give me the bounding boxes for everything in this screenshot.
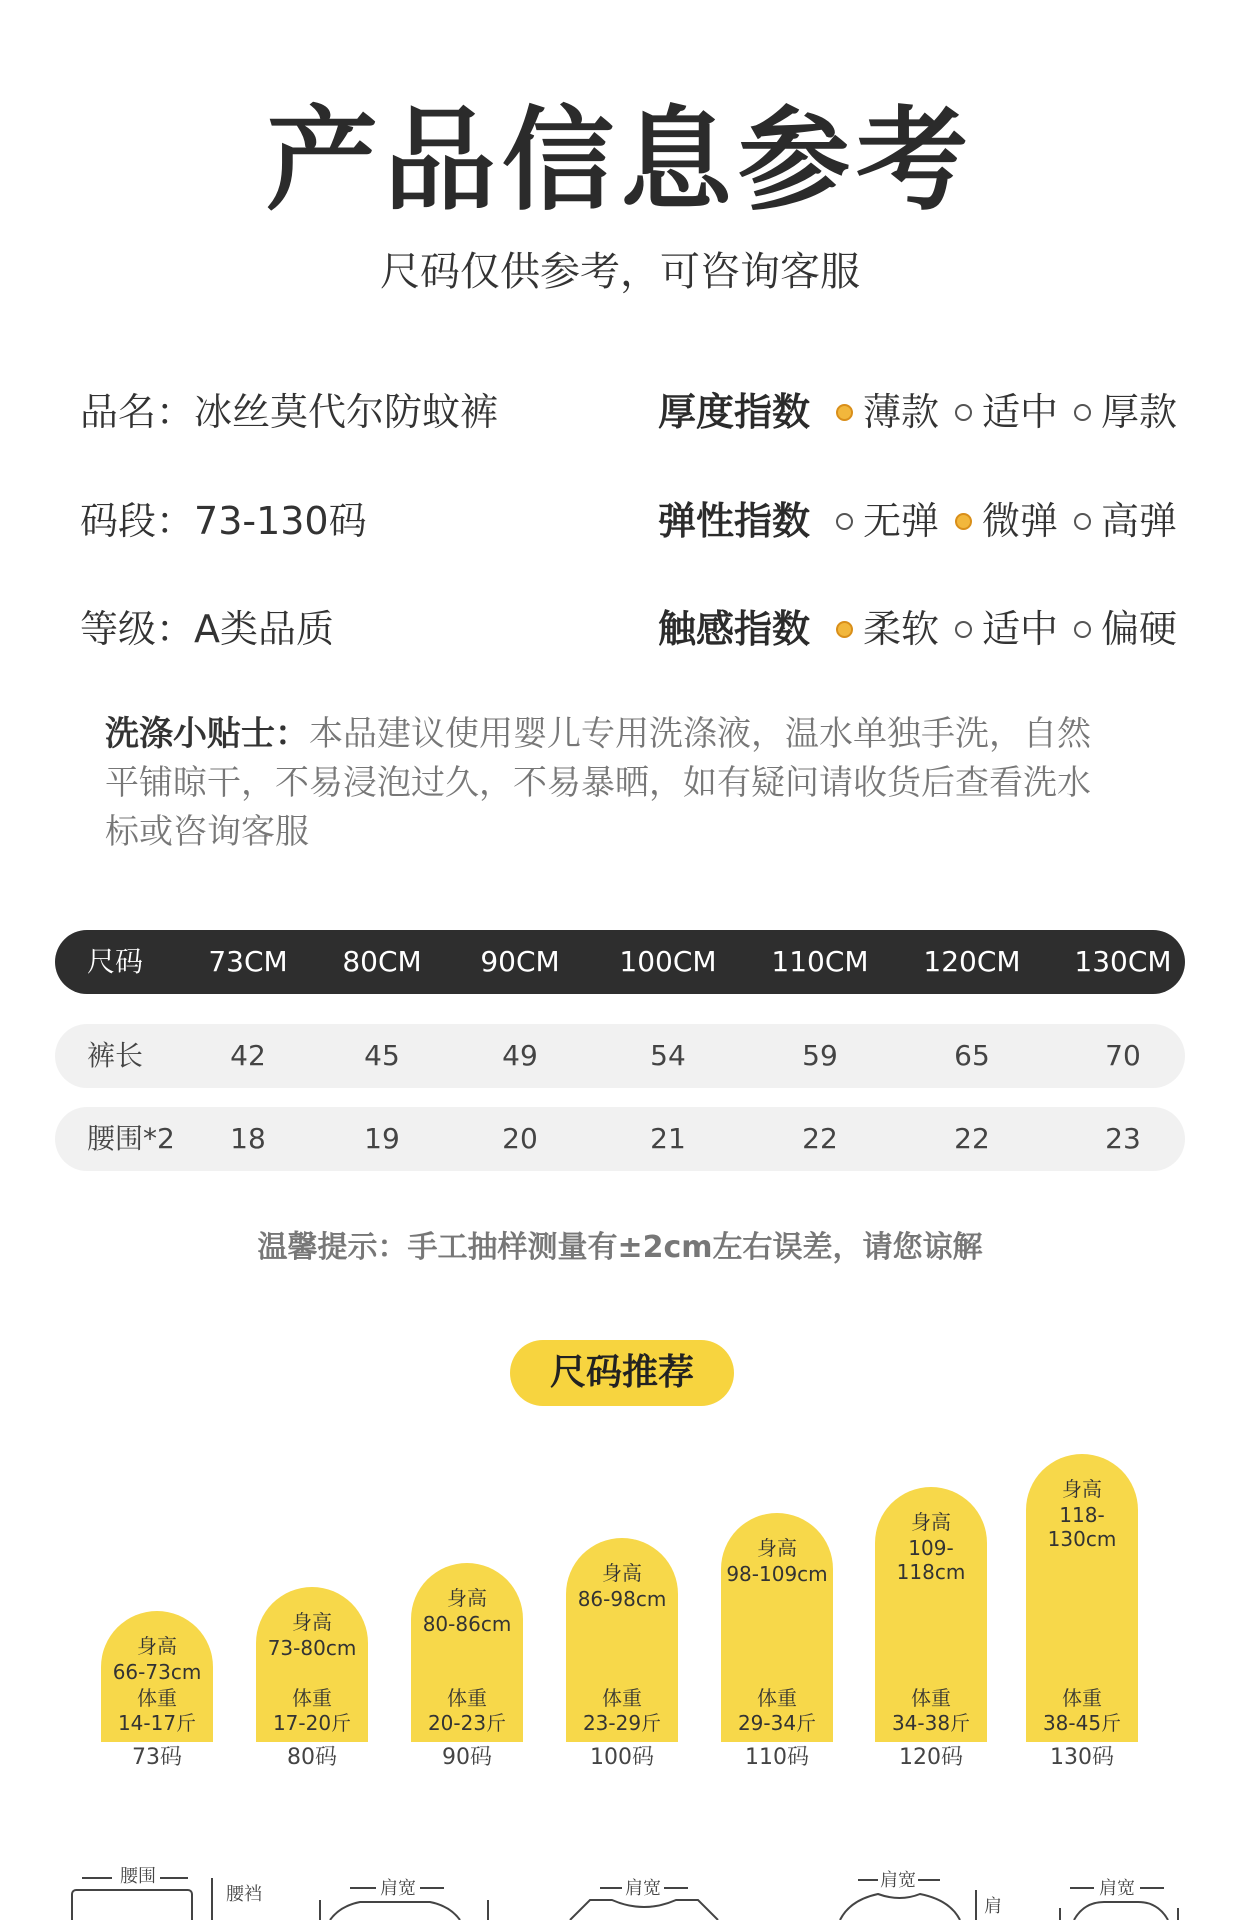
unselected-dot-icon xyxy=(1074,621,1091,638)
shoulder-sketch-label: 肩宽 xyxy=(380,1878,416,1899)
touch-option-medium: 适中 xyxy=(955,610,1058,648)
thickness-option-thick: 厚款 xyxy=(1074,393,1177,431)
grade-value: A类品质 xyxy=(194,607,335,651)
row-label: 腰围*2 xyxy=(87,1122,175,1155)
washing-tips xyxy=(105,710,1125,857)
page-title: 产品信息参考 xyxy=(266,96,974,226)
unselected-dot-icon xyxy=(1074,404,1091,421)
unselected-dot-icon xyxy=(836,513,853,530)
shoulder-sketch-label: 肩宽 xyxy=(880,1870,916,1891)
shoulder-sketch-label: 肩宽 xyxy=(1099,1878,1135,1899)
size-recommend-caption: 90码 xyxy=(442,1745,492,1770)
touch-index-title: 触感指数 xyxy=(658,607,811,651)
product-name-value: 冰丝莫代尔防蚊裤 xyxy=(194,390,499,434)
size-recommend-caption: 130码 xyxy=(1050,1745,1114,1770)
size-range-row xyxy=(80,499,367,543)
elasticity-index-title: 弹性指数 xyxy=(658,499,811,543)
size-column-header: 120CM xyxy=(923,945,1021,978)
size-recommend-card: 身高 98-109cm 体重 29-34斤 xyxy=(721,1513,833,1742)
size-recommend-caption: 100码 xyxy=(590,1745,654,1770)
unselected-dot-icon xyxy=(1074,513,1091,530)
size-column-header: 100CM xyxy=(619,945,717,978)
page-subtitle: 尺码仅供参考，可咨询客服 xyxy=(380,249,860,295)
size-recommend-card: 身高 80-86cm 体重 20-23斤 xyxy=(411,1563,523,1742)
touch-option-soft: 柔软 xyxy=(836,610,939,648)
touch-index-row xyxy=(658,607,1193,651)
elasticity-option-slight: 微弹 xyxy=(955,502,1058,540)
washing-tips-line1: 本品建议使用婴儿专用洗涤液，温水单独手洗，自然 xyxy=(309,714,1091,754)
size-column-header: 130CM xyxy=(1074,945,1172,978)
table-cell: 59 xyxy=(802,1039,838,1072)
size-recommend-caption: 73码 xyxy=(132,1745,182,1770)
selected-dot-icon xyxy=(836,404,853,421)
size-recommend-caption: 120码 xyxy=(899,1745,963,1770)
size-column-header: 110CM xyxy=(771,945,869,978)
size-recommend-caption: 80码 xyxy=(287,1745,337,1770)
table-row xyxy=(55,1024,1185,1088)
table-cell: 45 xyxy=(364,1039,400,1072)
size-range-value: 73-130码 xyxy=(194,499,367,543)
shoulder-sketch-label: 肩宽 xyxy=(625,1878,661,1899)
size-table-header xyxy=(55,930,1185,994)
table-cell: 70 xyxy=(1105,1039,1141,1072)
table-cell: 20 xyxy=(502,1122,538,1155)
size-recommend-card: 身高 109-118cm 体重 34-38斤 xyxy=(875,1487,987,1742)
table-cell: 65 xyxy=(954,1039,990,1072)
touch-option-hard: 偏硬 xyxy=(1074,610,1177,648)
size-recommend-card: 身高 86-98cm 体重 23-29斤 xyxy=(566,1538,678,1742)
size-recommend-card: 身高 73-80cm 体重 17-20斤 xyxy=(256,1587,368,1742)
size-recommend-card: 身高 118-130cm 体重 38-45斤 xyxy=(1026,1454,1138,1742)
row-label: 裤长 xyxy=(87,1039,144,1072)
size-recommend-caption: 110码 xyxy=(745,1745,809,1770)
size-range-label: 码段： xyxy=(80,499,195,543)
washing-tips-title: 洗涤小贴士： xyxy=(105,714,309,754)
table-cell: 22 xyxy=(802,1122,838,1155)
pants-outline xyxy=(72,1890,192,1920)
table-cell: 22 xyxy=(954,1122,990,1155)
elasticity-option-high: 高弹 xyxy=(1074,502,1177,540)
thickness-index-row xyxy=(658,390,1193,434)
table-cell: 18 xyxy=(230,1122,266,1155)
product-name-row xyxy=(80,390,499,434)
unselected-dot-icon xyxy=(955,404,972,421)
table-cell: 54 xyxy=(650,1039,686,1072)
elasticity-option-none: 无弹 xyxy=(836,502,939,540)
grade-row xyxy=(80,607,335,651)
table-cell: 42 xyxy=(230,1039,266,1072)
table-cell: 21 xyxy=(650,1122,686,1155)
size-column-header: 90CM xyxy=(480,945,560,978)
chest-sketch-label: 肩 xyxy=(984,1896,1002,1917)
size-column-header: 73CM xyxy=(208,945,288,978)
elasticity-index-row xyxy=(658,499,1193,543)
size-table-header-label: 尺码 xyxy=(87,945,144,978)
washing-tips-line2: 平铺晾干，不易浸泡过久，不易暴晒，如有疑问请收货后查看洗水 xyxy=(105,763,1091,803)
size-recommend-card: 身高 66-73cm 体重 14-17斤 xyxy=(101,1611,213,1742)
thickness-index-title: 厚度指数 xyxy=(658,390,811,434)
waist-sketch-label: 腰围 xyxy=(120,1866,156,1887)
thickness-option-medium: 适中 xyxy=(955,393,1058,431)
size-recommend-title: 尺码推荐 xyxy=(510,1340,734,1406)
table-cell: 49 xyxy=(502,1039,538,1072)
grade-label: 等级： xyxy=(80,607,195,651)
thickness-option-thin: 薄款 xyxy=(836,393,939,431)
measurement-tip: 温馨提示：手工抽样测量有±2cm左右误差，请您谅解 xyxy=(257,1230,983,1265)
product-name-label: 品名： xyxy=(80,390,195,434)
washing-tips-line3: 标或咨询客服 xyxy=(105,812,309,852)
size-column-header: 80CM xyxy=(342,945,422,978)
table-cell: 23 xyxy=(1105,1122,1141,1155)
unselected-dot-icon xyxy=(955,621,972,638)
selected-dot-icon xyxy=(955,513,972,530)
selected-dot-icon xyxy=(836,621,853,638)
table-cell: 19 xyxy=(364,1122,400,1155)
measurement-sketches xyxy=(0,1850,1240,1920)
crotch-sketch-label: 腰裆 xyxy=(226,1884,262,1905)
table-row xyxy=(55,1107,1185,1171)
